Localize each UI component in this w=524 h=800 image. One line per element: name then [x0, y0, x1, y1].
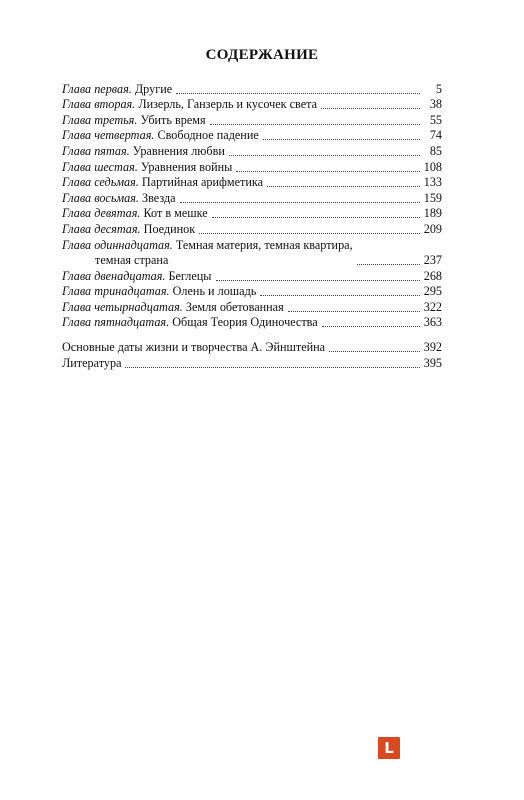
dot-leader — [288, 301, 420, 312]
page-number: 295 — [423, 284, 442, 299]
dot-leader — [267, 176, 420, 187]
chapter-label: Глава четырнадцатая. — [62, 299, 183, 314]
entry-title: Олень и лошадь — [172, 284, 257, 299]
chapter-label: Глава вторая. — [62, 97, 136, 112]
entry-title: Партийная арифметика — [141, 175, 264, 190]
dot-leader — [263, 129, 420, 140]
entry-title: Уравнения любви — [132, 143, 225, 158]
toc-chapter-entry — [62, 284, 442, 300]
toc-chapter-entry — [62, 268, 442, 284]
entry-text — [62, 300, 284, 315]
page-number: 395 — [423, 355, 442, 370]
entry-title: Свободное падение — [157, 128, 259, 143]
chapter-label: Глава одиннадцатая. — [62, 237, 173, 252]
entry-title: Звезда — [142, 190, 176, 205]
toc-chapter-entry — [62, 237, 442, 268]
chapter-label: Глава третья. — [62, 112, 138, 127]
page-number: 74 — [429, 128, 442, 143]
entry-title: Литература — [62, 355, 122, 370]
chapter-label: Глава первая. — [62, 81, 132, 96]
dot-leader — [236, 161, 419, 172]
entry-text — [62, 82, 172, 97]
entry-text — [62, 191, 176, 206]
toc-chapter-entry — [62, 190, 442, 206]
dot-leader — [180, 192, 420, 203]
dot-leader — [229, 145, 420, 156]
entry-text — [62, 175, 263, 190]
page-number: 322 — [423, 299, 442, 314]
toc-chapter-entry — [62, 175, 442, 191]
toc-chapter-entry — [62, 221, 442, 237]
dot-leader — [357, 254, 420, 265]
dot-leader — [321, 98, 420, 109]
page-number: 268 — [423, 268, 442, 283]
page-number: 159 — [423, 190, 442, 205]
chapter-label: Глава девятая. — [62, 206, 141, 221]
dot-leader — [212, 207, 420, 218]
toc-chapter-entry — [62, 112, 442, 128]
toc-chapter-entry — [62, 97, 442, 113]
entry-text — [62, 144, 225, 159]
dot-leader — [176, 83, 420, 94]
entry-title: Другие — [134, 81, 173, 96]
entry-title: Поединок — [143, 221, 196, 236]
dot-leader — [216, 270, 420, 281]
chapter-label: Глава двенадцатая. — [62, 268, 166, 283]
page-number: 133 — [423, 175, 442, 190]
table-of-contents — [62, 81, 442, 371]
chapter-label: Глава десятая. — [62, 221, 141, 236]
toc-chapter-entry — [62, 81, 442, 97]
page-number: 85 — [429, 143, 442, 158]
entry-text — [62, 340, 325, 355]
page-number: 209 — [423, 221, 442, 236]
chapter-label: Глава шестая. — [62, 159, 138, 174]
entry-title: Кот в мешке — [143, 206, 208, 221]
entry-title: Убить время — [140, 112, 206, 127]
dot-leader — [199, 223, 420, 234]
entry-text — [62, 113, 206, 128]
toc-appendix-entry — [62, 355, 442, 371]
entry-text — [62, 356, 121, 371]
entry-text — [62, 238, 353, 268]
page-number: 237 — [423, 252, 442, 267]
page-number: 189 — [423, 206, 442, 221]
toc-appendix-entry — [62, 339, 442, 355]
entry-text — [62, 284, 256, 299]
section-gap — [62, 330, 442, 339]
page-number: 363 — [423, 315, 442, 330]
toc-chapter-entry — [62, 143, 442, 159]
dot-leader — [329, 341, 420, 352]
entry-text — [62, 206, 208, 221]
page-number: 55 — [429, 112, 442, 127]
entry-text — [62, 315, 318, 330]
chapter-label: Глава пятнадцатая. — [62, 315, 170, 330]
page-title: СОДЕРЖАНИЕ — [205, 47, 319, 63]
entry-text — [62, 160, 232, 175]
entry-title: Уравнения войны — [140, 159, 233, 174]
entry-text — [62, 128, 259, 143]
toc-chapter-entry — [62, 206, 442, 222]
entry-text — [62, 222, 195, 237]
toc-chapter-entry — [62, 315, 442, 331]
entry-title: Беглецы — [168, 268, 212, 283]
dot-leader — [210, 114, 420, 125]
chapter-label: Глава четвертая. — [62, 128, 155, 143]
toc-chapter-entry — [62, 128, 442, 144]
entry-text — [62, 269, 212, 284]
appendix-list — [62, 339, 442, 370]
dot-leader — [125, 357, 419, 368]
toc-chapter-entry — [62, 159, 442, 175]
entry-text — [62, 97, 317, 112]
dot-leader — [322, 316, 420, 327]
page-number: 392 — [423, 339, 442, 354]
page-number: 38 — [429, 97, 442, 112]
dot-leader — [260, 285, 419, 296]
page-number: 108 — [423, 159, 442, 174]
entry-title-continuation: темная страна — [95, 252, 169, 267]
chapter-label: Глава пятая. — [62, 143, 130, 158]
toc-chapter-entry — [62, 299, 442, 315]
entry-title: Темная материя, темная квартира, — [175, 237, 353, 252]
entry-title: Земля обетованная — [185, 299, 284, 314]
litres-logo-icon: L — [378, 737, 400, 759]
entry-title: Основные даты жизни и творчества А. Эйнштейна — [62, 339, 326, 354]
chapter-label: Глава седьмая. — [62, 175, 139, 190]
chapter-label: Глава тринадцатая. — [62, 284, 170, 299]
page-number: 5 — [435, 81, 442, 96]
entry-title: Лизерль, Ганзерль и кусочек света — [138, 97, 318, 112]
chapter-list — [62, 81, 442, 330]
chapter-label: Глава восьмая. — [62, 190, 139, 205]
entry-title: Общая Теория Одиночества — [172, 315, 318, 330]
